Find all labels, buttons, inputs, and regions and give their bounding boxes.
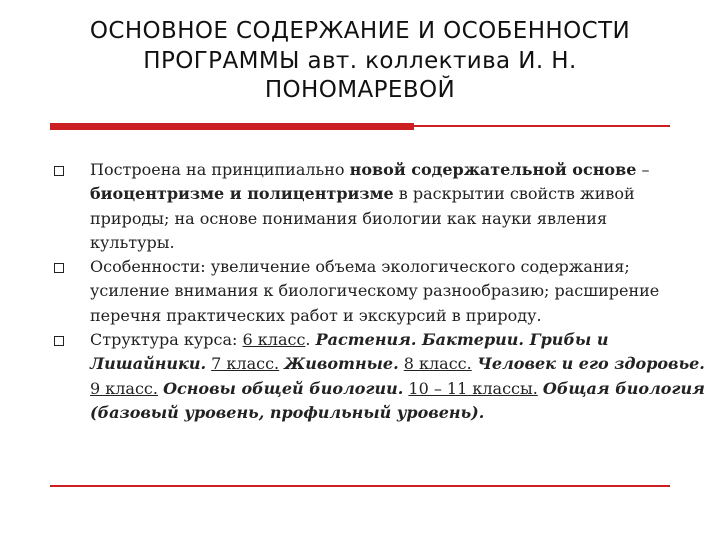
grade-label: 9 класс. bbox=[90, 378, 158, 398]
bullet-1-line-4: культуры. bbox=[90, 232, 175, 252]
square-bullet-icon bbox=[54, 263, 64, 273]
bullet-1-line-2 bbox=[90, 184, 635, 203]
text-run: Структура курса: bbox=[90, 330, 243, 350]
grade-label: 6 класс bbox=[242, 330, 306, 350]
grade-label: 7 класс. bbox=[211, 354, 280, 374]
text-run: в раскрытии свойств живой bbox=[393, 184, 635, 204]
bullet-1-line-1 bbox=[90, 160, 649, 179]
text-run: – bbox=[636, 160, 650, 179]
course-title: Лишайники. bbox=[90, 354, 207, 374]
square-bullet-icon bbox=[54, 336, 64, 346]
bullet-3-line-2 bbox=[90, 354, 705, 373]
text-run: . bbox=[305, 330, 316, 350]
course-title: Человек и его здоровье. bbox=[471, 354, 705, 374]
bullet-item-structure bbox=[42, 328, 705, 425]
text-run: Построена на принципиально bbox=[90, 160, 350, 179]
footer-divider bbox=[50, 485, 670, 487]
title-divider-thick bbox=[50, 123, 414, 130]
course-title: Животные. bbox=[284, 354, 399, 374]
bullet-2-line-2: усиление внимания к биологическому разнообразию; расширение bbox=[90, 281, 660, 301]
bold-run: новой содержательной основе bbox=[349, 160, 637, 179]
bullet-3-line-4: (базовый уровень, профильный уровень). bbox=[90, 402, 485, 422]
title-line-1: ОСНОВНОЕ СОДЕРЖАНИЕ И ОСОБЕННОСТИ bbox=[89, 18, 631, 44]
title-line-2: ПРОГРАММЫ авт. коллектива И. Н. bbox=[143, 47, 577, 74]
bullet-3-line-1 bbox=[90, 330, 608, 349]
square-bullet-icon bbox=[54, 166, 64, 176]
course-title: Растения. Бактерии. Грибы и bbox=[315, 330, 609, 350]
title-line-3: ПОНОМАРЕВОЙ bbox=[264, 77, 456, 103]
grade-label: 10 – 11 классы. bbox=[408, 378, 538, 398]
title-divider-thin bbox=[414, 125, 670, 127]
slide-title bbox=[60, 17, 660, 106]
bullet-item-basis bbox=[42, 158, 682, 255]
bullet-2-line-3: перечня практических работ и экскурсий в природу. bbox=[90, 305, 542, 325]
bold-run: биоцентризме и полицентризме bbox=[90, 184, 394, 204]
grade-label: 8 класс. bbox=[403, 354, 472, 374]
bullet-list bbox=[42, 158, 705, 425]
course-title: Общая биология bbox=[542, 378, 705, 398]
bullet-3-line-3 bbox=[90, 379, 705, 398]
bullet-1-line-3: природы; на основе понимания биологии как науки явления bbox=[90, 208, 608, 228]
bullet-2-line-1: Особенности: увеличение объема экологического содержания; bbox=[90, 257, 630, 277]
bullet-item-features bbox=[42, 255, 682, 328]
course-title: Основы общей биологии. bbox=[163, 378, 404, 398]
